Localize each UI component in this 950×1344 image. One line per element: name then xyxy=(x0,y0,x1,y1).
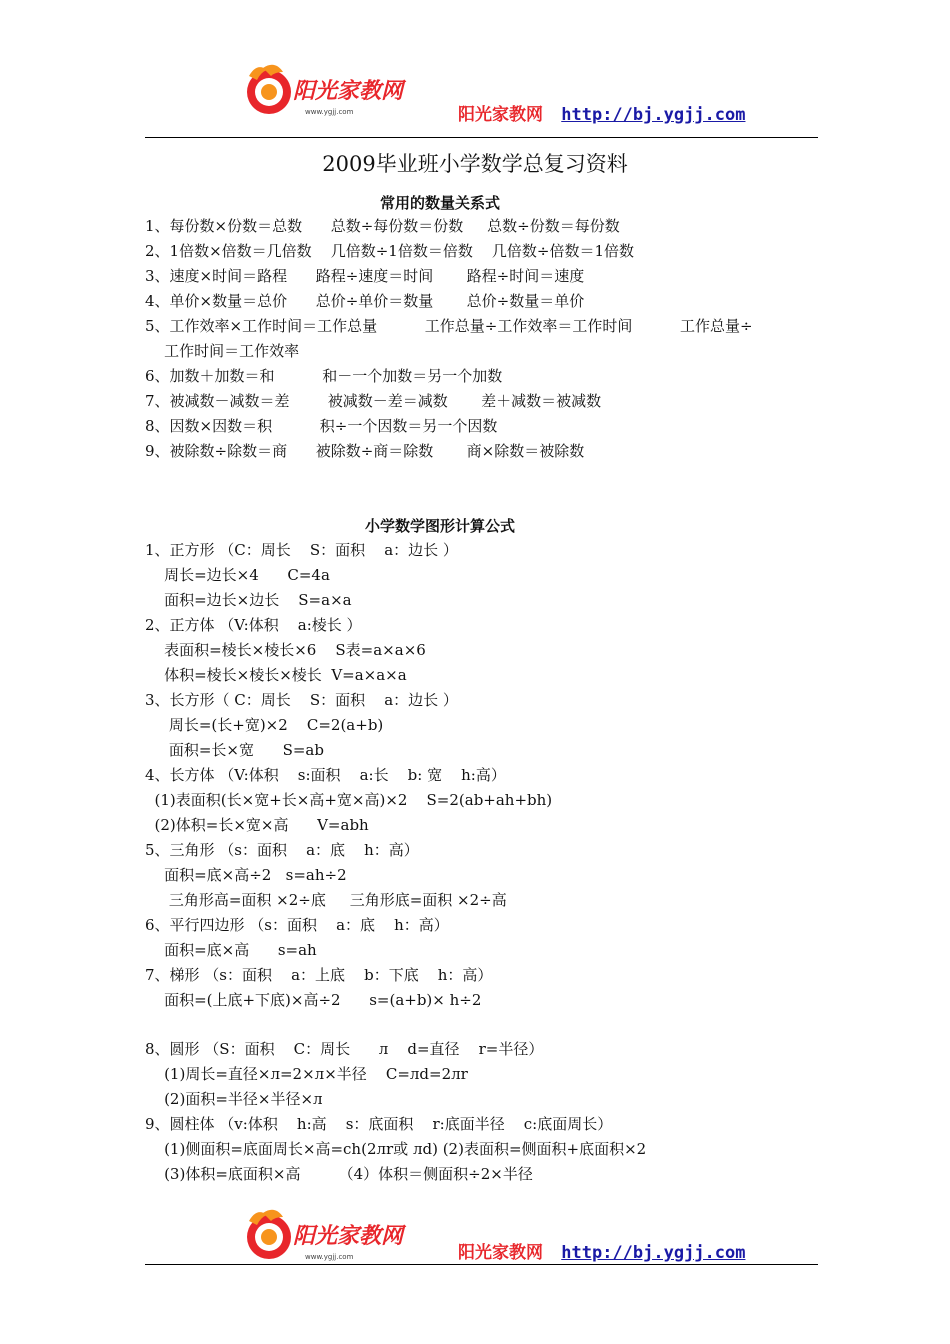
formula-line: 面积=边长×边长 S=a×a xyxy=(145,591,352,609)
formula-line: (2)体积=长×宽×高 V=abh xyxy=(145,816,369,834)
relation-line: 5、工作效率×工作时间＝工作总量 工作总量÷工作效率＝工作时间 工作总量÷ xyxy=(145,317,753,335)
formula-line: 3、长方形（ C：周长 S：面积 a：边长 ） xyxy=(145,691,458,709)
page-footer xyxy=(145,1205,818,1285)
formula-line: 周长=(长+宽)×2 C=2(a+b) xyxy=(145,716,384,734)
site-logo xyxy=(233,1207,413,1269)
formula-line: (1)侧面积=底面周长×高=ch(2лr或 лd) (2)表面积=侧面积+底面积×2 xyxy=(145,1140,647,1158)
svg-text:www.ygjj.com: www.ygjj.com xyxy=(305,108,354,116)
site-url-link[interactable]: http://bj.ygjj.com xyxy=(561,1243,746,1263)
svg-text:阳光家教网: 阳光家教网 xyxy=(293,79,404,104)
formula-line: 面积=长×宽 S=ab xyxy=(145,741,324,759)
formula-line: 周长=边长×4 C=4a xyxy=(145,566,330,584)
site-name: 阳光家教网 xyxy=(458,105,543,125)
formula-line: 9、圆柱体 （v:体积 h:高 s：底面积 r:底面半径 c:底面周长） xyxy=(145,1115,613,1133)
svg-text:阳光家教网: 阳光家教网 xyxy=(293,1224,404,1249)
site-link-group xyxy=(458,1238,745,1263)
footer-divider xyxy=(145,1264,818,1265)
relation-line: 4、单价×数量＝总价 总价÷单价＝数量 总价÷数量＝单价 xyxy=(145,292,585,310)
section-title-relations: 常用的数量关系式 xyxy=(379,194,500,212)
formula-line: 面积=底×高÷2 s=ah÷2 xyxy=(145,866,347,884)
svg-text:www.ygjj.com: www.ygjj.com xyxy=(305,1253,354,1261)
formula-line: 1、正方形 （C：周长 S：面积 a：边长 ） xyxy=(145,541,458,559)
formula-line: 8、圆形 （S：面积 C：周长 л d=直径 r=半径） xyxy=(145,1040,544,1058)
formula-line: 面积=(上底+下底)×高÷2 s=(a+b)× h÷2 xyxy=(145,991,482,1009)
formula-line: (2)面积=半径×半径×л xyxy=(145,1090,323,1108)
relation-line: 8、因数×因数＝积 积÷一个因数＝另一个因数 xyxy=(145,417,498,435)
site-logo xyxy=(233,62,413,124)
document-title: 2009毕业班小学数学总复习资料 xyxy=(322,152,628,176)
formula-line: 6、平行四边形 （s：面积 a：底 h：高） xyxy=(145,916,449,934)
formula-line: (3)体积=底面积×高 （4）体积＝侧面积÷2×半径 xyxy=(145,1165,533,1183)
formula-line: 2、正方体 （V:体积 a:棱长 ） xyxy=(145,616,362,634)
relation-line: 1、每份数×份数＝总数 总数÷每份数＝份数 总数÷份数＝每份数 xyxy=(145,217,620,235)
relation-line: 2、1倍数×倍数＝几倍数 几倍数÷1倍数＝倍数 几倍数÷倍数＝1倍数 xyxy=(145,242,635,260)
header-divider xyxy=(145,137,818,138)
formula-line: 5、三角形 （s：面积 a：底 h：高） xyxy=(145,841,419,859)
formula-line: (1)表面积(长×宽+长×高+宽×高)×2 S=2(ab+ah+bh) xyxy=(145,791,553,809)
relation-line: 7、被减数－减数＝差 被减数－差＝减数 差＋减数＝被减数 xyxy=(145,392,602,410)
formula-line: 4、长方体 （V:体积 s:面积 a:长 b: 宽 h:高） xyxy=(145,766,506,784)
relation-line: 3、速度×时间＝路程 路程÷速度＝时间 路程÷时间＝速度 xyxy=(145,267,585,285)
formula-line: 7、梯形 （s：面积 a：上底 b：下底 h：高） xyxy=(145,966,493,984)
site-url-link[interactable]: http://bj.ygjj.com xyxy=(561,105,746,125)
formula-line: 表面积=棱长×棱长×6 S表=a×a×6 xyxy=(145,641,426,659)
site-name: 阳光家教网 xyxy=(458,1243,543,1263)
formula-line: 面积=底×高 s=ah xyxy=(145,941,317,959)
formula-line: (1)周长=直径×л=2×л×半径 C=лd=2лr xyxy=(145,1065,468,1083)
formula-line: 体积=棱长×棱长×棱长 V=a×a×a xyxy=(145,666,407,684)
section-title-formulas: 小学数学图形计算公式 xyxy=(364,517,515,535)
formula-line: 三角形高=面积 ×2÷底 三角形底=面积 ×2÷高 xyxy=(145,891,507,909)
site-link-group xyxy=(458,100,745,125)
relation-line: 9、被除数÷除数＝商 被除数÷商＝除数 商×除数＝被除数 xyxy=(145,442,585,460)
relation-line: 工作时间＝工作效率 xyxy=(145,342,300,360)
relation-line: 6、加数＋加数＝和 和－一个加数＝另一个加数 xyxy=(145,367,503,385)
page-header xyxy=(145,60,818,140)
